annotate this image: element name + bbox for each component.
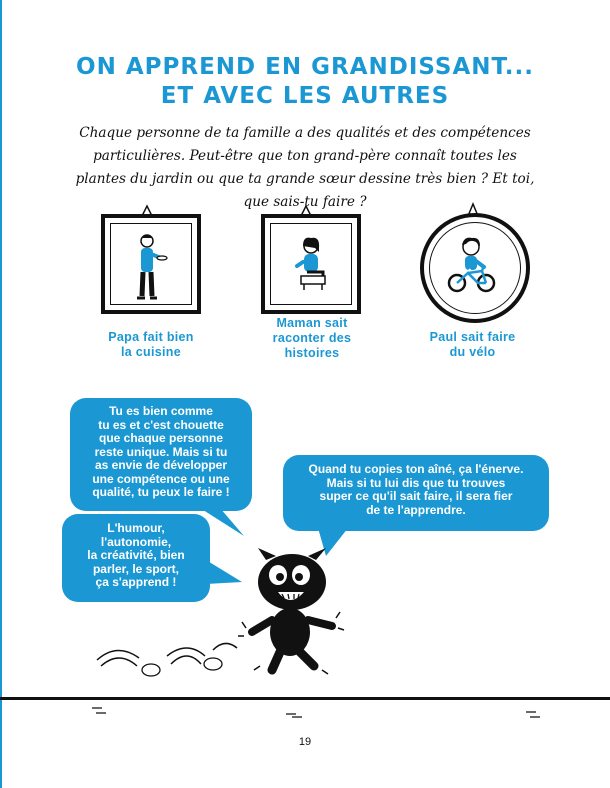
speech-bubble-bottom-left [62, 514, 210, 602]
caption-paul: Paul sait faire du vélo [429, 330, 516, 359]
page-title-line1: ON APPREND EN GRANDISSANT... [76, 54, 534, 80]
motion-lines [95, 638, 245, 688]
frame-papa [101, 214, 201, 314]
speech-bubble-top-left [70, 398, 252, 511]
papa-cooking-illustration [125, 232, 175, 302]
speech-bubble-bottom-left-text: L'humour, l'autonomie, la créativité, bien parler, le sport, ça s'apprend ! [87, 521, 185, 589]
ground-marks [0, 702, 610, 722]
frame-maman [261, 214, 361, 314]
page-title-line2: ET AVEC LES AUTRES [160, 83, 450, 109]
speech-bubble-right-text: Quand tu copies ton aîné, ça l'énerve. Mais si tu lui dis que tu trouves super ce qu'il sait faire, il sera fier de te l'apprendre. [308, 462, 524, 517]
speech-bubble-right [283, 455, 549, 531]
black-cat-character [238, 548, 348, 678]
ground-line [0, 697, 610, 700]
paul-bike-illustration [446, 235, 498, 297]
page-edge [0, 0, 2, 788]
caption-maman: Maman sait raconter des histoires [272, 316, 352, 360]
maman-storytelling-illustration [291, 236, 333, 292]
page-number: 19 [298, 736, 312, 748]
frame-paul [420, 213, 530, 323]
caption-papa: Papa fait bien la cuisine [108, 330, 194, 359]
speech-bubble-top-left-text: Tu es bien comme tu es et c'est chouette que chaque personne reste unique. Mais si tu as envie de développer une compétence ou une qualité, tu peux le faire ! [92, 404, 230, 499]
intro-paragraph: Chaque personne de ta famille a des qualités et des compétences particulières. Peut-être que ton grand-père connaît toutes les plantes du jardin ou que ta grande sœur dessine très bien ? Et toi, que sais-tu faire ? [75, 125, 535, 210]
